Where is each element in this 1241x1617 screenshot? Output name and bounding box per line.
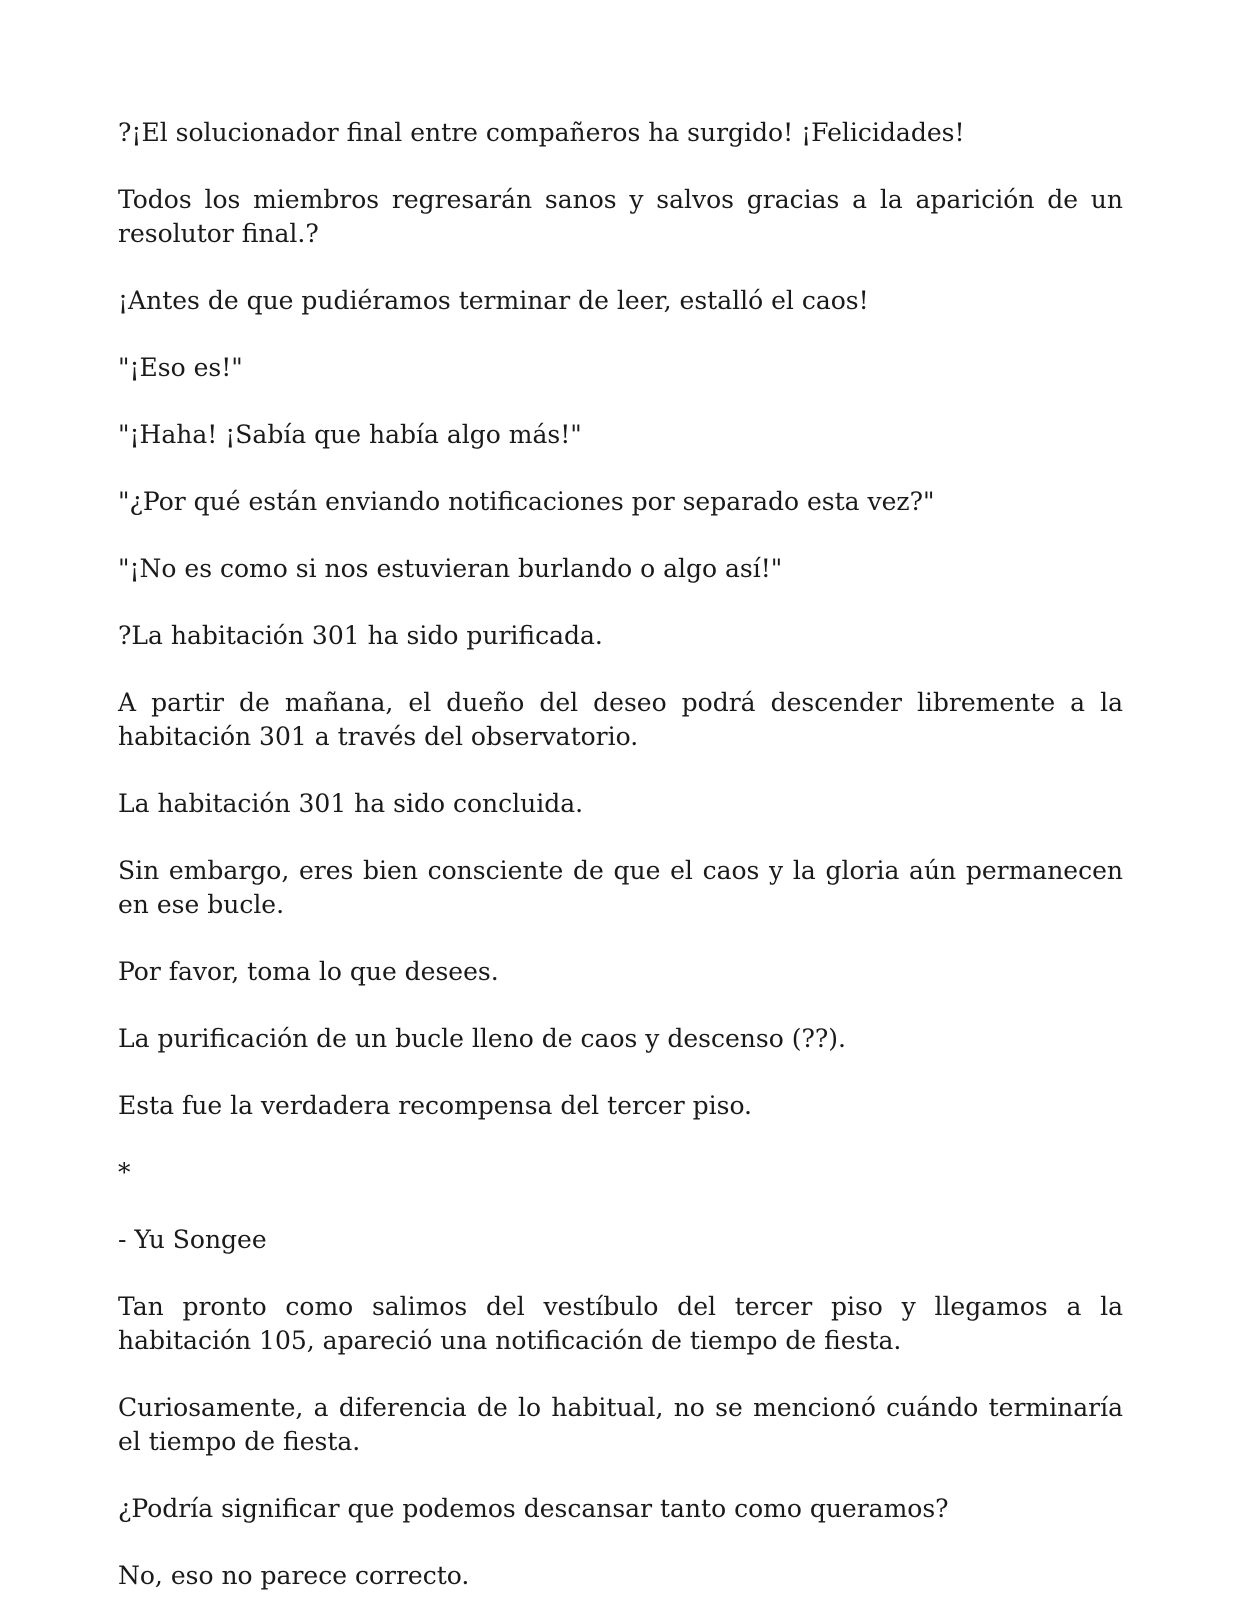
paragraph: No, eso no parece correcto. xyxy=(118,1561,470,1590)
paragraph: "¿Por qué están enviando notificaciones por separado esta vez?" xyxy=(118,487,935,516)
paragraph: Esta fue la verdadera recompensa del tercer piso. xyxy=(118,1091,752,1120)
paragraph: "¡Eso es!" xyxy=(118,353,243,382)
scene-break: * xyxy=(118,1158,131,1187)
section-heading: - Yu Songee xyxy=(118,1225,267,1254)
paragraph: Por favor, toma lo que desees. xyxy=(118,957,499,986)
paragraph: ¡Antes de que pudiéramos terminar de leer, estalló el caos! xyxy=(118,286,869,315)
paragraph: La purificación de un bucle lleno de caos y descenso (??). xyxy=(118,1024,846,1053)
paragraph: Todos los miembros regresarán sanos y salvos gracias a la aparición de un resolutor final.? xyxy=(118,185,1123,248)
paragraph: La habitación 301 ha sido concluida. xyxy=(118,789,584,818)
paragraph: "¡Haha! ¡Sabía que había algo más!" xyxy=(118,420,582,449)
paragraph: ¿Podría significar que podemos descansar tanto como queramos? xyxy=(118,1494,949,1523)
paragraph: ?La habitación 301 ha sido purificada. xyxy=(118,621,603,650)
paragraph: A partir de mañana, el dueño del deseo podrá descender libremente a la habitación 301 a través del observatorio. xyxy=(118,688,1123,751)
paragraph: Tan pronto como salimos del vestíbulo del tercer piso y llegamos a la habitación 105, apareció una notificación de tiempo de fiesta. xyxy=(118,1292,1123,1355)
paragraph: ?¡El solucionador final entre compañeros ha surgido! ¡Felicidades! xyxy=(118,118,965,147)
document-body xyxy=(118,116,1123,1617)
paragraph: Sin embargo, eres bien consciente de que el caos y la gloria aún permanecen en ese bucle. xyxy=(118,856,1123,919)
paragraph: Curiosamente, a diferencia de lo habitual, no se mencionó cuándo terminaría el tiempo de fiesta. xyxy=(118,1393,1123,1456)
paragraph: "¡No es como si nos estuvieran burlando o algo así!" xyxy=(118,554,783,583)
